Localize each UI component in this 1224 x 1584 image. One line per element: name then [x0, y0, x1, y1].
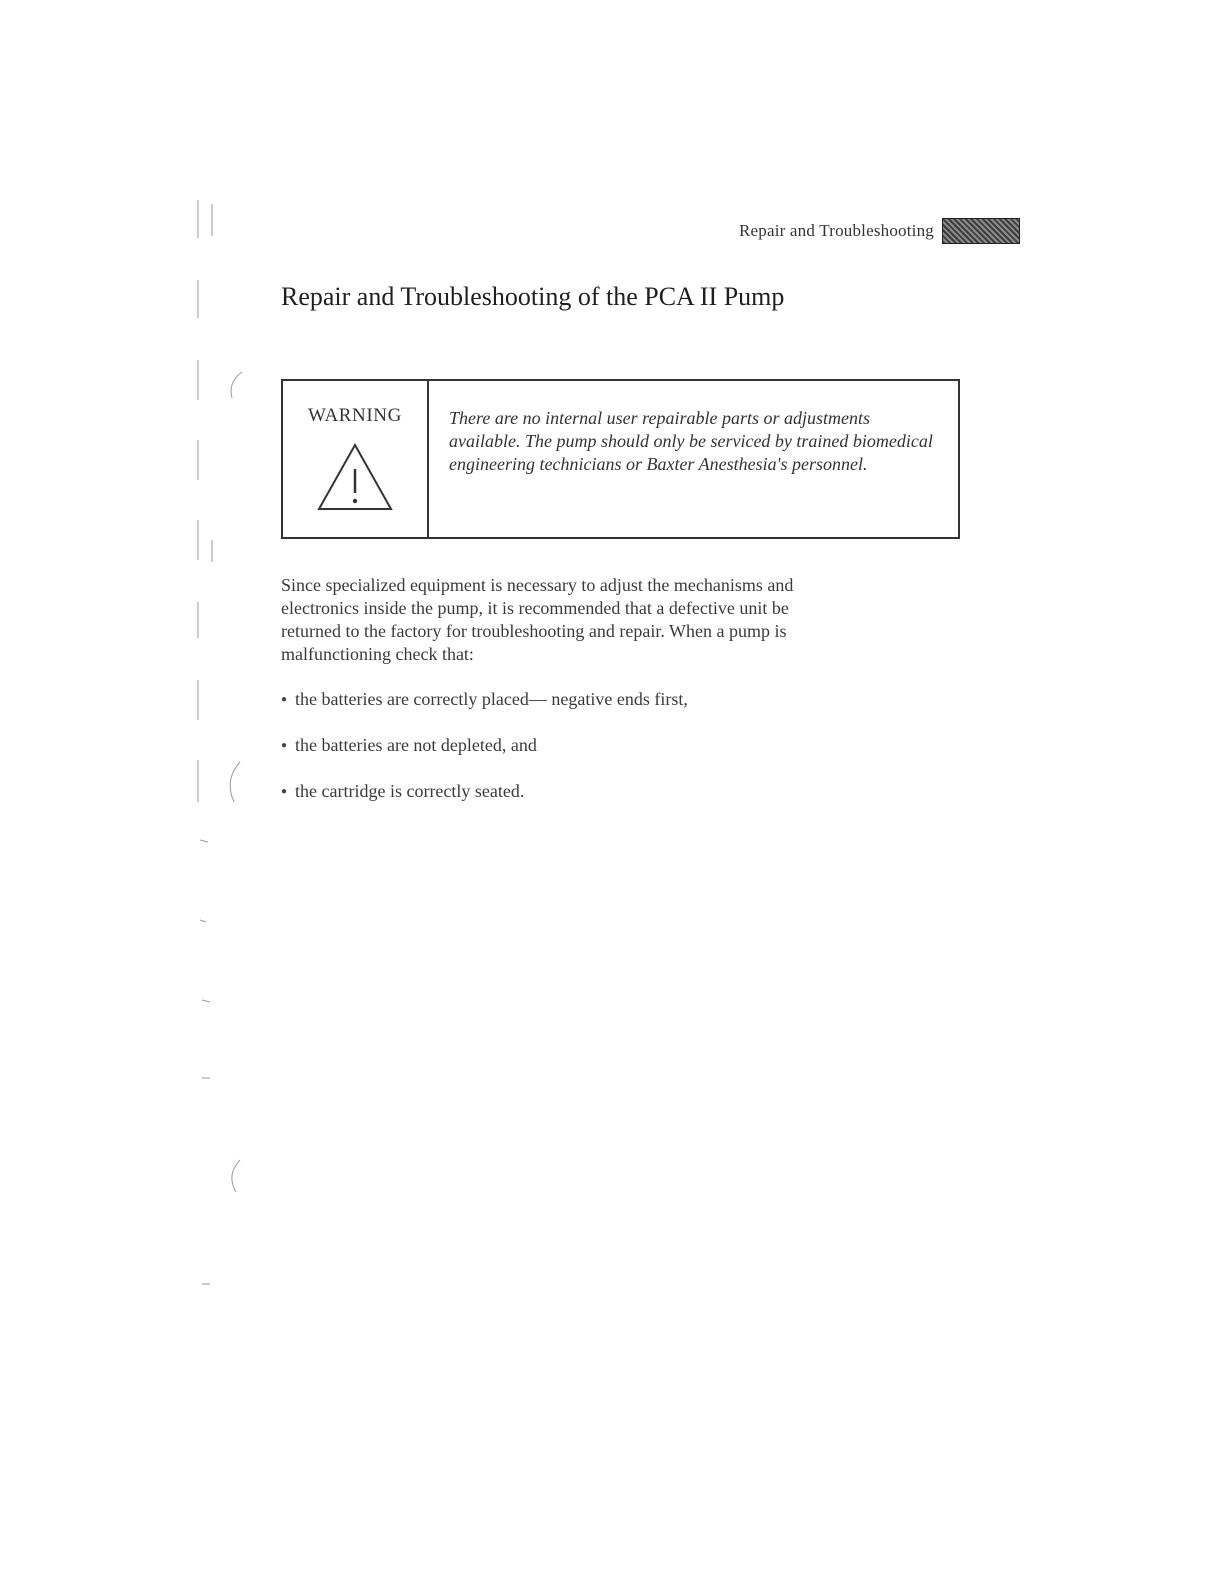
warning-text: There are no internal user repairable parts or adjustments available. The pump should only be serviced by trained biomedical engineering technicians or Baxter Anesthesia's personnel. — [449, 408, 933, 474]
check-list — [281, 688, 841, 826]
list-item — [281, 780, 841, 826]
binding-margin-marks — [190, 190, 260, 1350]
list-item-text: the cartridge is correctly seated. — [295, 781, 525, 801]
list-item — [281, 734, 841, 780]
bullet-icon: ● — [281, 740, 288, 751]
warning-label-cell — [283, 381, 429, 537]
running-header-text: Repair and Troubleshooting — [738, 221, 934, 240]
list-item-text: the batteries are correctly placed— negative ends first, — [295, 689, 688, 709]
bullet-icon: ● — [281, 694, 288, 705]
warning-box — [281, 379, 960, 539]
list-item — [281, 688, 841, 734]
running-header — [700, 216, 1020, 246]
warning-label: WARNING — [308, 405, 402, 426]
list-item-text: the batteries are not depleted, and — [295, 735, 537, 755]
header-tab-marker — [942, 218, 1020, 244]
warning-triangle-icon — [315, 441, 395, 513]
bullet-icon: ● — [281, 786, 288, 797]
page-title: Repair and Troubleshooting of the PCA II Pump — [281, 282, 785, 311]
body-paragraph: Since specialized equipment is necessary to adjust the mechanisms and electronics inside the pump, it is recommended that a defective unit be returned to the factory for troubleshooting and repair. When a pump is malfunctioning check that: — [281, 575, 794, 664]
